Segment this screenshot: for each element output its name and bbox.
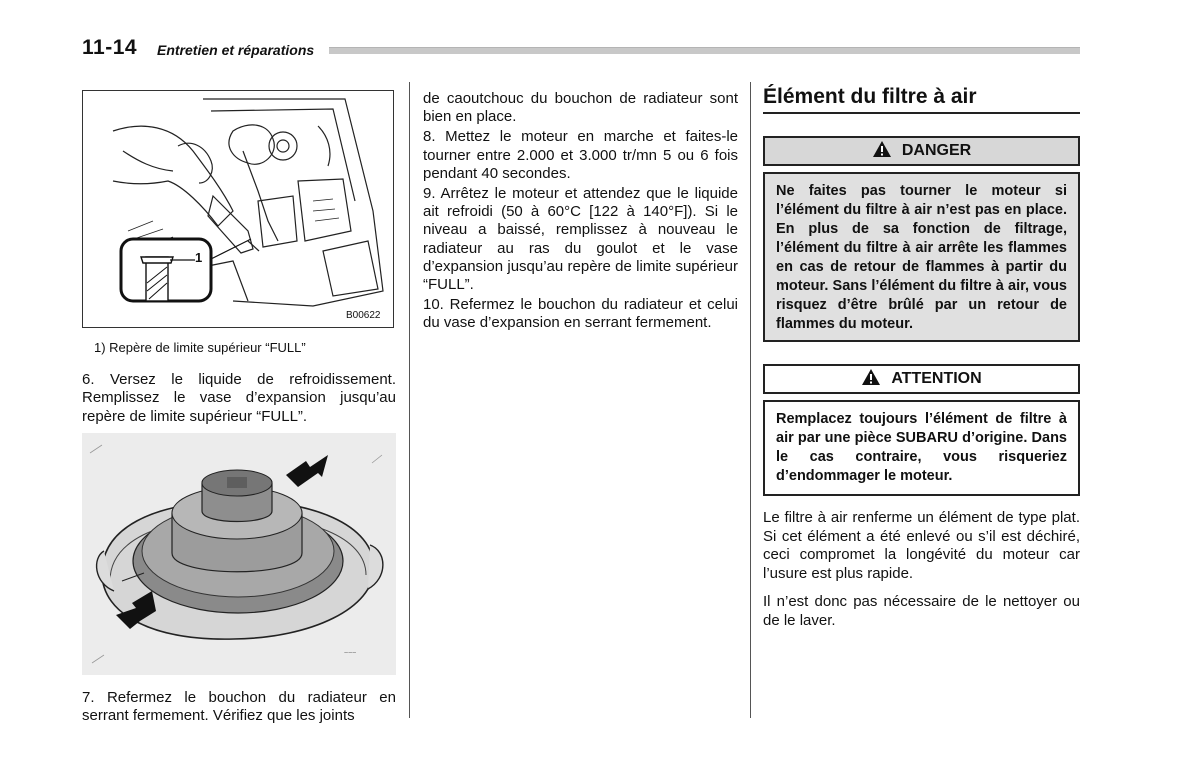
radiator-cap-drawing (82, 433, 396, 675)
callout-number: 1 (195, 250, 203, 265)
attention-text: Remplacez toujours l’élément de filtre à air par une pièce SUBARU d’origine. Dans le cas contraire, vous risqueriez d’endommager le moteur. (776, 411, 1067, 485)
page-header (82, 36, 1080, 60)
step-9: 9. Arrêtez le moteur et attendez que le liquide ait refroidi (50 à 60°C [122 à 140°F]). Si le niveau a baissé, remplissez à nouveau le radiateur au ras du goulot et le vase d’expansion jusqu’au repère de limite supérieur “FULL”. (423, 185, 738, 294)
danger-header (763, 136, 1080, 166)
radiator-cap-photo (82, 433, 396, 675)
engine-bay-drawing (83, 91, 393, 327)
section-title: Élément du filtre à air (763, 88, 1080, 114)
danger-label: DANGER (901, 142, 972, 160)
page-number: 11-14 (82, 36, 138, 59)
figure-code: B00622 (346, 310, 381, 321)
step-7-continued: de caoutchouc du bouchon de radiateur sont bien en place. (423, 90, 738, 126)
step-10: 10. Refermez le bouchon du radiateur et celui du vase d’expansion en serrant fermement. (423, 296, 738, 332)
column-divider-2 (750, 82, 751, 718)
warning-triangle-icon (872, 140, 892, 163)
air-filter-paragraph-2: Il n’est donc pas nécessaire de le nettoyer ou de le laver. (763, 593, 1080, 629)
attention-header (763, 364, 1080, 394)
attention-label: ATTENTION (891, 370, 982, 388)
step-7: 7. Refermez le bouchon du radiateur en serrant fermement. Vérifiez que les joints (82, 688, 396, 725)
full-mark-inset (121, 239, 251, 301)
column-2 (423, 90, 738, 335)
photo-code-mark: ~~~ (344, 649, 357, 657)
column-1 (82, 90, 396, 727)
column-divider-1 (409, 82, 410, 718)
warning-triangle-icon (861, 368, 881, 391)
danger-box (763, 172, 1080, 342)
section-name: Entretien et réparations (157, 42, 315, 58)
attention-box (763, 400, 1080, 496)
figure-caption: 1) Repère de limite supérieur “FULL” (94, 340, 306, 355)
column-3 (763, 85, 1080, 630)
step-8: 8. Mettez le moteur en marche et faites-le tourner entre 2.000 et 3.000 tr/mn 5 ou 6 fois pendant 40 secondes. (423, 128, 738, 182)
air-filter-paragraph-1: Le filtre à air renferme un élément de type plat. Si cet élément a été enlevé ou s’il est déchiré, ceci compromet la longévité du moteur car l’usure est plus rapide. (763, 509, 1080, 582)
danger-text: Ne faites pas tourner le moteur si l’élément du filtre à air n’est pas en place. En plus de sa fonction de filtrage, l’élément du filtre à air arrête les flammes en cas de retour de flammes à partir du moteur. Sans l’élément du filtre à air, vous risquez d’être brûlé par un retour de flammes du moteur. (776, 183, 1067, 333)
step-6: 6. Versez le liquide de refroidissement. Remplissez le vase d’expansion jusqu’au repère de limite supérieur “FULL”. (82, 371, 396, 425)
engine-bay-illustration (82, 90, 394, 328)
header-rule (329, 47, 1080, 54)
